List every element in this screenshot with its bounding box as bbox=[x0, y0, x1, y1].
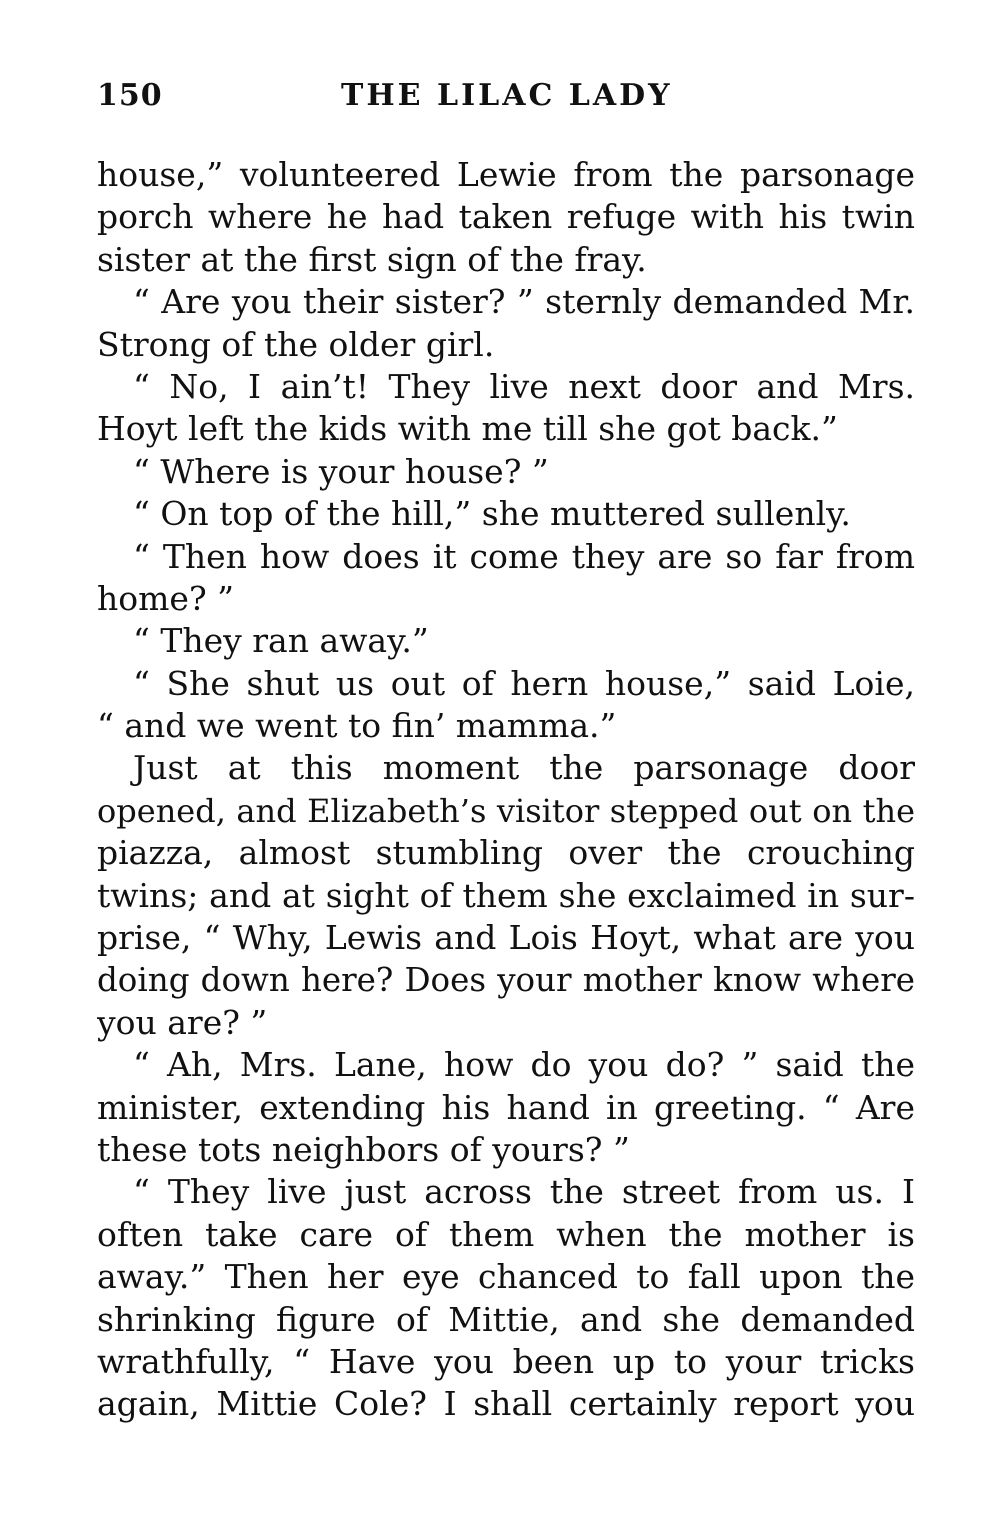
running-title: THE LILAC LADY bbox=[341, 78, 673, 113]
text-line: “ On top of the hill,” she muttered sullenly. bbox=[133, 494, 851, 534]
text-line: Hoyt left the kids with me till she got back.” bbox=[97, 409, 838, 449]
page-header bbox=[97, 78, 915, 118]
text-line: often take care of them when the mother is bbox=[97, 1214, 915, 1254]
body-text bbox=[97, 154, 915, 1426]
text-line: you are? ” bbox=[97, 1002, 268, 1042]
text-line: Strong of the older girl. bbox=[97, 324, 495, 364]
text-line: away.” Then her eye chanced to fall upon the bbox=[97, 1257, 915, 1297]
text-line: “ No, I ain’t! They live next door and Mrs. bbox=[133, 366, 915, 406]
text-line: house,” volunteered Lewie from the parsonage bbox=[97, 155, 915, 194]
text-line: “ Then how does it come they are so far from bbox=[133, 536, 915, 576]
text-line: “ They live just across the street from us. I bbox=[133, 1172, 915, 1212]
text-line: doing down here? Does your mother know where bbox=[97, 961, 915, 1000]
text-line: “ They ran away.” bbox=[133, 621, 429, 661]
text-line: wrathfully, “ Have you been up to your tricks bbox=[97, 1341, 915, 1381]
text-line: “ Where is your house? ” bbox=[133, 451, 549, 491]
text-line: opened, and Elizabeth’s visitor stepped out on the bbox=[97, 791, 915, 830]
text-line: “ and we went to fin’ mamma.” bbox=[97, 706, 617, 746]
text-line: these tots neighbors of yours? ” bbox=[97, 1129, 630, 1169]
text-line: sister at the first sign of the fray. bbox=[97, 239, 647, 279]
text-line: “ Ah, Mrs. Lane, how do you do? ” said the bbox=[133, 1045, 915, 1085]
text-line: piazza, almost stumbling over the crouching bbox=[97, 833, 915, 873]
text-line: shrinking figure of Mittie, and she demanded bbox=[97, 1299, 915, 1339]
page-number: 150 bbox=[97, 78, 163, 113]
text-line: “ Are you their sister? ” sternly demanded Mr. bbox=[133, 282, 915, 322]
text-line: Just at this moment the parsonage door bbox=[133, 748, 915, 788]
text-line: “ She shut us out of hern house,” said Loie, bbox=[133, 663, 915, 703]
text-line: minister, extending his hand in greeting. “ Are bbox=[97, 1087, 915, 1127]
text-line: again, Mittie Cole? I shall certainly report you bbox=[97, 1384, 915, 1424]
text-line: twins; and at sight of them she exclaimed in sur- bbox=[97, 875, 915, 915]
text-line: prise, “ Why, Lewis and Lois Hoyt, what are you bbox=[97, 918, 915, 958]
text-line: porch where he had taken refuge with his twin bbox=[97, 197, 915, 237]
text-line: home? ” bbox=[97, 578, 234, 618]
